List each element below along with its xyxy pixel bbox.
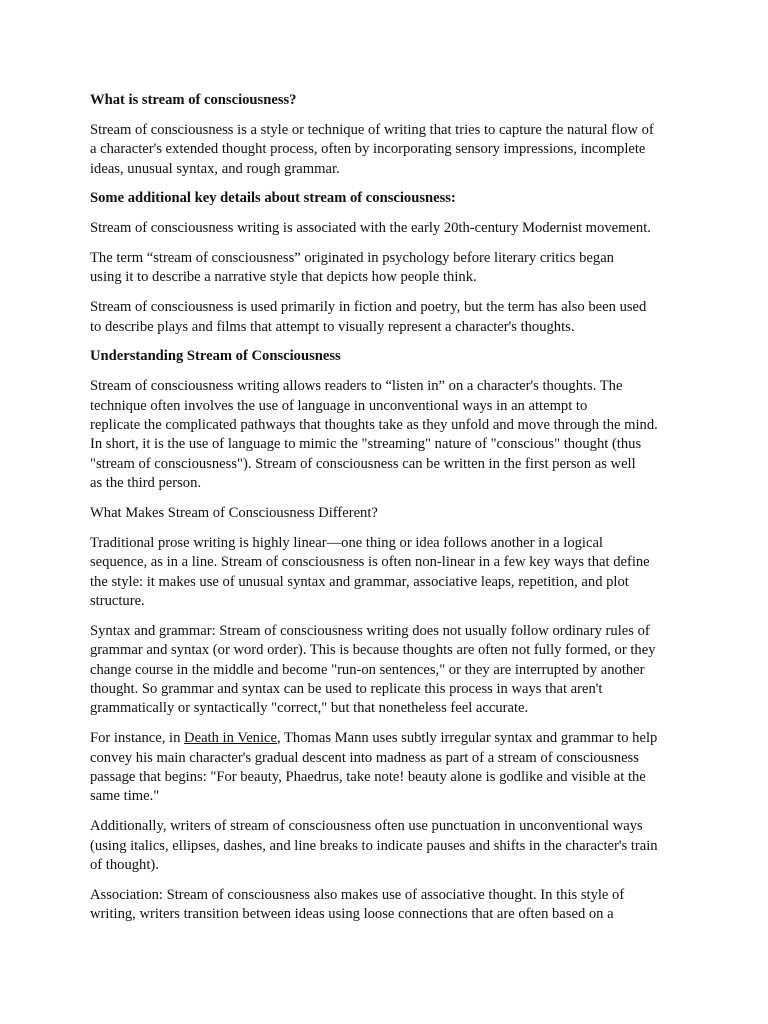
text-line: replicate the complicated pathways that thoughts take as they unfold and move through the mind. [90, 417, 658, 434]
text-line: change course in the middle and become "run-on sentences," or they are interrupted by another [90, 661, 645, 678]
paragraph-modernist [90, 219, 690, 238]
heading-key-details: Some additional key details about stream of consciousness: [90, 190, 456, 207]
text-line: ideas, unusual syntax, and rough grammar. [90, 160, 340, 177]
text-line: thought. So grammar and syntax can be used to replicate this process in ways that aren't [90, 681, 603, 698]
text-line: passage that begins: "For beauty, Phaedrus, take note! beauty alone is godlike and visible at the [90, 769, 646, 786]
text-line: Stream of consciousness writing is associated with the early 20th-century Modernist movement. [90, 220, 651, 237]
text-line: using it to describe a narrative style that depicts how people think. [90, 269, 477, 286]
text-line: convey his main character's gradual descent into madness as part of a stream of consciousness [90, 749, 639, 766]
text-line: of thought). [90, 857, 159, 874]
text-line: a character's extended thought process, often by incorporating sensory impressions, incomplete [90, 141, 646, 158]
paragraph-definition [90, 121, 690, 179]
text-line: same time." [90, 788, 160, 805]
text-line: Stream of consciousness is used primarily in fiction and poetry, but the term has also been used [90, 299, 647, 316]
paragraph-linear [90, 534, 690, 612]
text-line: writing, writers transition between ideas using loose connections that are often based on a [90, 906, 614, 923]
death-in-venice-link[interactable]: Death in Venice [184, 730, 277, 747]
paragraph-term-origin [90, 249, 690, 288]
text-line: Additionally, writers of stream of consciousness often use punctuation in unconventional ways [90, 818, 643, 835]
text-line: grammar and syntax (or word order). This is because thoughts are often not fully formed, or they [90, 642, 656, 659]
text-line: sequence, as in a line. Stream of consciousness is often non-linear in a few key ways that define [90, 554, 650, 571]
heading-what-makes-different: What Makes Stream of Consciousness Different? [90, 505, 378, 522]
paragraph-association [90, 886, 690, 925]
text-line: "stream of consciousness"). Stream of consciousness can be written in the first person as well [90, 455, 636, 472]
text-line: The term “stream of consciousness” originated in psychology before literary critics began [90, 250, 614, 266]
paragraph-death-in-venice [90, 729, 690, 807]
text-line: Syntax and grammar: Stream of consciousness writing does not usually follow ordinary rules of [90, 622, 650, 639]
text-line: Association: Stream of consciousness also makes use of associative thought. In this style of [90, 886, 625, 903]
text-segment: For instance, in [90, 730, 185, 747]
text-line: In short, it is the use of language to mimic the "streaming" nature of "conscious" thought (thus [90, 436, 642, 453]
paragraph-punctuation [90, 817, 690, 875]
document-page [90, 91, 690, 935]
text-segment: , Thomas Mann uses subtly irregular syntax and grammar to help [276, 730, 658, 747]
paragraph-syntax-grammar [90, 622, 690, 719]
text-line: to describe plays and films that attempt to visually represent a character's thoughts. [90, 318, 575, 335]
text-line: as the third person. [90, 475, 202, 492]
text-line: Stream of consciousness writing allows readers to “listen in” on a character's thoughts. The [90, 378, 623, 395]
text-line: structure. [90, 593, 145, 610]
text-line [90, 729, 690, 748]
paragraph-understanding [90, 377, 690, 493]
paragraph-usage [90, 298, 690, 337]
text-line: technique often involves the use of language in unconventional ways in an attempt to [90, 397, 588, 414]
heading-what-is-soc: What is stream of consciousness? [90, 92, 297, 108]
text-line: (using italics, ellipses, dashes, and line breaks to indicate pauses and shifts in the character's train [90, 837, 658, 854]
text-line: grammatically or syntactically "correct," but that nonetheless feel accurate. [90, 700, 529, 717]
heading-understanding: Understanding Stream of Consciousness [90, 348, 341, 365]
text-line: Traditional prose writing is highly linear—one thing or idea follows another in a logical [90, 534, 603, 551]
text-line: the style: it makes use of unusual syntax and grammar, associative leaps, repetition, and plot [90, 573, 629, 590]
text-line: Stream of consciousness is a style or technique of writing that tries to capture the natural flow of [90, 121, 654, 138]
